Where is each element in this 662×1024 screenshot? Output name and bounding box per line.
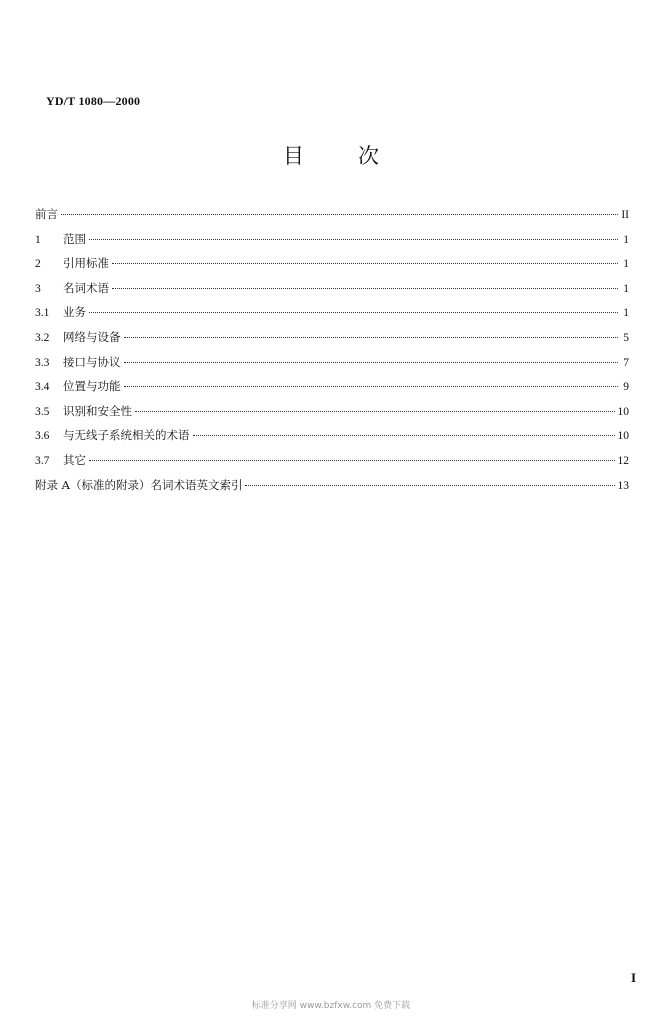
toc-leader (124, 361, 619, 363)
toc-entry-number: 3.6 (35, 430, 50, 443)
toc-entry-number: 3.4 (35, 381, 50, 394)
toc-title-char-2: 次 (358, 144, 379, 168)
toc-entry-foreword[interactable] (35, 204, 629, 229)
toc-entry-text: 位置与功能 (63, 379, 121, 394)
toc-entry-number: 3.1 (35, 307, 50, 320)
toc-leader (89, 311, 618, 313)
toc-title-char-1: 目 (283, 144, 304, 168)
toc-entry-page: 1 (623, 282, 629, 295)
toc-entry-text: 引用标准 (63, 256, 109, 271)
toc-entry-number: 1 (35, 233, 41, 246)
toc-entry-appendix-a[interactable] (35, 475, 629, 500)
toc-leader (124, 336, 619, 338)
toc-leader (61, 213, 618, 215)
toc-entry-3-6[interactable] (35, 425, 629, 450)
toc-entry-page: 1 (623, 258, 629, 271)
toc-entry-page: 13 (617, 479, 629, 492)
toc-entry-1[interactable] (35, 229, 629, 254)
toc-leader (112, 287, 618, 289)
toc-entry-page: II (621, 209, 629, 221)
toc-leader (135, 410, 615, 412)
toc-entry-3-7[interactable] (35, 450, 629, 475)
toc-leader (124, 385, 619, 387)
toc-entry-text: 范围 (63, 231, 86, 246)
toc-entry-text: 附录 A（标准的附录）名词术语英文索引 (35, 477, 243, 492)
toc-entry-page: 12 (617, 454, 629, 467)
standard-code: YD/T 1080—2000 (46, 94, 141, 108)
toc-leader (89, 459, 615, 461)
toc-entry-3-1[interactable] (35, 302, 629, 327)
toc-entry-3-5[interactable] (35, 401, 629, 426)
toc-entry-page: 10 (617, 430, 629, 443)
toc-entry-number: 3.2 (35, 331, 50, 344)
toc-entry-text: 与无线子系统相关的术语 (63, 428, 190, 443)
toc-entry-3-3[interactable] (35, 352, 629, 377)
toc-entry-3[interactable] (35, 278, 629, 303)
toc-entry-number: 3.3 (35, 356, 50, 369)
toc-entry-text: 其它 (63, 452, 86, 467)
toc-entry-text: 接口与协议 (63, 354, 121, 369)
toc-entry-number: 3 (35, 282, 41, 295)
page-number: I (631, 970, 637, 985)
toc-entry-2[interactable] (35, 253, 629, 278)
toc-title (0, 140, 662, 170)
toc-entry-page: 9 (623, 381, 629, 394)
toc-entry-page: 10 (617, 405, 629, 418)
toc-entry-page: 1 (623, 233, 629, 246)
table-of-contents (35, 204, 629, 499)
toc-entry-number: 2 (35, 258, 41, 271)
toc-entry-page: 7 (623, 356, 629, 369)
toc-entry-text: 前言 (35, 207, 58, 221)
toc-entry-3-4[interactable] (35, 376, 629, 401)
toc-entry-page: 5 (623, 331, 629, 344)
toc-entry-text: 网络与设备 (63, 329, 121, 344)
watermark: 标准分享网 www.bzfxw.com 免费下载 (251, 1001, 411, 1011)
toc-leader (89, 238, 618, 240)
toc-entry-3-2[interactable] (35, 327, 629, 352)
toc-entry-text: 识别和安全性 (63, 403, 132, 418)
toc-entry-text: 业务 (63, 305, 86, 320)
toc-entry-page: 1 (623, 307, 629, 320)
toc-entry-text: 名词术语 (63, 280, 109, 295)
toc-leader (245, 484, 614, 486)
toc-leader (193, 434, 615, 436)
toc-entry-number: 3.7 (35, 454, 50, 467)
toc-leader (112, 262, 618, 264)
toc-entry-number: 3.5 (35, 405, 50, 418)
